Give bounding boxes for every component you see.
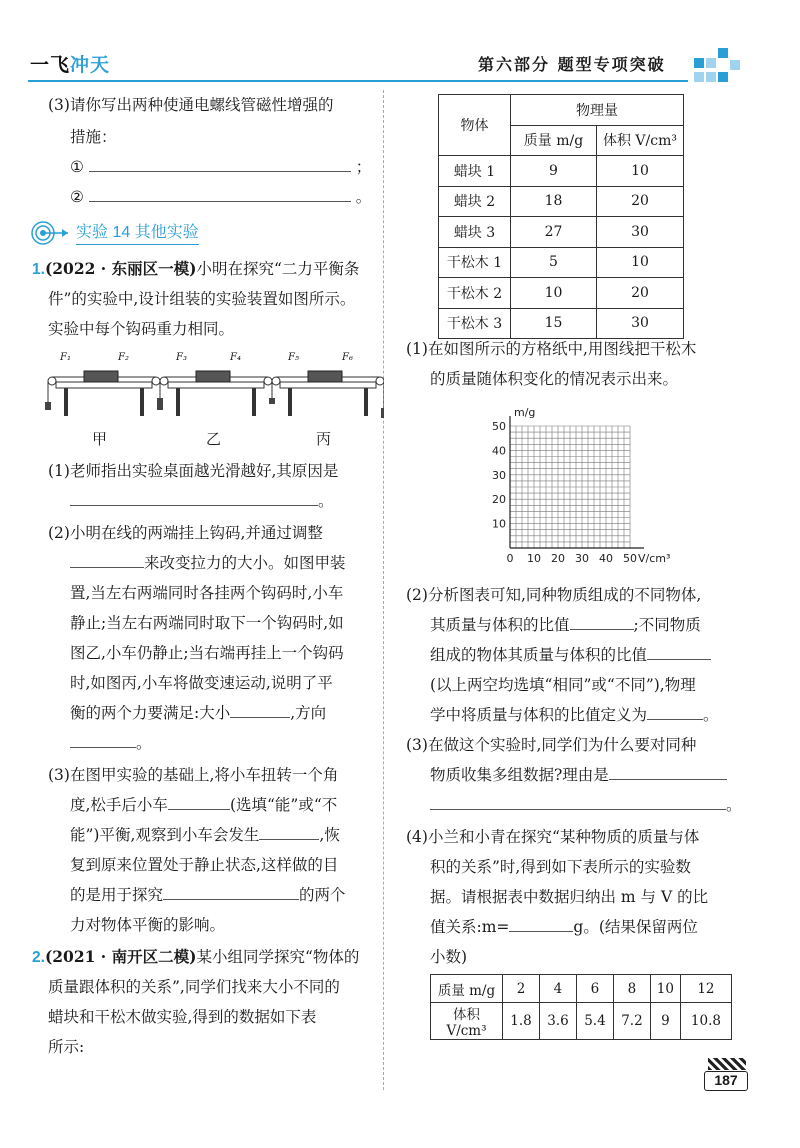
q1-line1 [32, 258, 359, 281]
table-cell: 20 [597, 186, 684, 217]
brand-logo [30, 50, 110, 77]
table-cell: 2 [503, 975, 540, 1003]
q2-4-line4 [430, 916, 698, 938]
q2-number: 2. [32, 949, 45, 966]
y-tick-label: 10 [492, 517, 506, 531]
answer-blank[interactable] [609, 766, 727, 780]
q2-line3: 蜡块和干松木做实验,得到的数据如下表 [48, 1008, 317, 1026]
force-label-f1: F₁ [60, 352, 71, 363]
q1-1-line1: (1)老师指出实验桌面越光滑越好,其原因是 [48, 462, 339, 480]
x-tick-label: 20 [551, 552, 565, 565]
answer-blank[interactable] [647, 646, 711, 660]
q1-3-line1: (3)在图甲实验的基础上,将小车扭转一个角 [48, 766, 339, 784]
y-tick-label: 20 [492, 493, 506, 507]
table-row [439, 156, 684, 187]
q2-2-line4: (以上两空均选填“相同”或“不同”),物理 [430, 676, 696, 694]
x-tick-label: 50 [623, 552, 637, 565]
text: 能”)平衡,观察到小车会发生 [70, 826, 260, 844]
table-cell: 12 [680, 975, 731, 1003]
x-tick-label: 0 [506, 552, 514, 565]
q2-2-line2 [430, 614, 701, 636]
text: 的两个 [299, 886, 346, 904]
header-rule [28, 80, 688, 82]
q1-2-line2 [70, 552, 346, 574]
figure-label-bing: 丙 [316, 430, 332, 448]
brand-text-b: 冲天 [70, 55, 111, 76]
part-title: 第六部分 题型专项突破 [478, 55, 666, 74]
text: 学中将质量与体积的比值定义为 [430, 706, 648, 724]
y-tick-label: 30 [492, 468, 506, 482]
q1-3-line4: 复到原来位置处于静止状态,这样做的目 [70, 856, 339, 874]
force-label-f2: F₂ [118, 352, 129, 363]
text: 来改变拉力的大小。如图甲装 [144, 554, 346, 572]
table-cell: 8 [613, 975, 650, 1003]
table-cell: 5.4 [576, 1003, 613, 1040]
option-mark: ② [70, 188, 84, 206]
table-row [431, 975, 732, 1003]
chart-ticks [492, 420, 637, 565]
y-tick-label: 50 [492, 420, 506, 433]
q2-4-line3: 据。请根据表中数据归纳出 m 与 V 的比 [430, 888, 709, 906]
text: ,恢 [319, 826, 340, 844]
q1-line3: 实验中每个钩码重力相同。 [48, 320, 235, 338]
table-cell: 10 [650, 975, 680, 1003]
answer-blank[interactable] [89, 188, 351, 202]
answer-blank[interactable] [89, 158, 351, 172]
text: (选填“能”或“不 [229, 796, 338, 814]
apparatus-bing [269, 371, 384, 418]
answer-blank[interactable] [647, 706, 703, 720]
answer-blank[interactable] [70, 734, 136, 748]
apparatus-yi [157, 371, 275, 416]
table-row [439, 278, 684, 309]
table-cell: 干松木 2 [439, 278, 511, 309]
table-cell: 1.8 [503, 1003, 540, 1040]
q1-3-line3 [70, 824, 340, 846]
q1-text: 小明在探究“二力平衡条 [196, 260, 360, 278]
header-decoration-squares [694, 48, 754, 88]
text: 衡的两个力要满足:大小 [70, 704, 231, 722]
q1-2-line1: (2)小明在线的两端挂上钩码,并通过调整 [48, 524, 323, 542]
table-cell: 4 [539, 975, 576, 1003]
answer-blank[interactable] [430, 796, 726, 810]
q1-1-line2 [70, 490, 334, 512]
q1-2-line7 [70, 702, 326, 724]
text: 度,松手后小车 [70, 796, 168, 814]
apparatus-figure [44, 352, 384, 436]
q2-line1 [32, 946, 359, 969]
target-icon [30, 220, 70, 250]
q2-3-line1: (3)在做这个实验时,同学们为什么要对同种 [406, 736, 697, 754]
x-tick-label: 40 [599, 552, 613, 565]
brand-text-a: 一飞 [30, 55, 71, 76]
column-divider [383, 90, 384, 1090]
force-label-f5: F₅ [288, 352, 299, 363]
q1-source: (2022 · 东丽区一模) [44, 259, 197, 278]
text: 物质收集多组数据?理由是 [430, 766, 609, 784]
table-row [439, 247, 684, 278]
y-tick-label: 40 [492, 444, 506, 458]
table-cell: 蜡块 1 [439, 156, 511, 187]
force-label-f4: F₄ [230, 352, 241, 363]
prev-q3-option-2 [70, 186, 371, 208]
table-row [439, 308, 684, 339]
table-header: 质量 m/g [511, 125, 597, 156]
q2-3-line3 [430, 794, 742, 816]
table-row [431, 1003, 732, 1040]
row-header: 质量 m/g [431, 975, 503, 1003]
punctuation: 。 [136, 734, 152, 752]
table-cell: 30 [597, 217, 684, 248]
q2-4-line1: (4)小兰和小青在探究“某种物质的质量与体 [406, 828, 700, 846]
x-axis-label: V/cm³ [638, 552, 671, 565]
q2-4-line2: 积的关系”时,得到如下表所示的实验数 [430, 858, 691, 876]
table-header: 物理量 [511, 95, 684, 126]
q2-2-line5 [430, 704, 719, 726]
table-cell: 干松木 1 [439, 247, 511, 278]
table-cell: 20 [597, 278, 684, 309]
text: 值关系:m= [430, 918, 510, 936]
table-cell: 5 [511, 247, 597, 278]
table-cell: 10.8 [680, 1003, 731, 1040]
q1-3-line5 [70, 884, 346, 906]
table-header: 体积 V/cm³ [597, 125, 684, 156]
answer-blank[interactable] [70, 554, 144, 568]
table-row [439, 186, 684, 217]
text: 其质量与体积的比值 [430, 616, 570, 634]
answer-blank[interactable] [230, 704, 290, 718]
q2-source: (2021 · 南开区二模) [44, 947, 197, 966]
table-cell: 10 [511, 278, 597, 309]
q2-3-line2 [430, 764, 727, 786]
table-header-row [439, 95, 684, 126]
table-cell: 3.6 [539, 1003, 576, 1040]
table-cell: 15 [511, 308, 597, 339]
table-cell: 9 [650, 1003, 680, 1040]
section-title: 实验 14 其他实验 [76, 222, 199, 245]
density-table [438, 94, 684, 339]
table-cell: 6 [576, 975, 613, 1003]
q1-2-line6: 时,如图丙,小车将做变速运动,说明了平 [70, 674, 333, 692]
q2-2-line1: (2)分析图表可知,同种物质组成的不同物体, [406, 586, 702, 604]
answer-blank[interactable] [570, 616, 634, 630]
grid-chart [480, 400, 680, 570]
prev-q3-option-1 [70, 156, 371, 178]
q1-line2: 件”的实验中,设计组装的实验装置如图所示。 [48, 290, 356, 308]
table-cell: 10 [597, 156, 684, 187]
text: 的是用于探究 [70, 886, 164, 904]
q1-2-line8 [70, 732, 152, 754]
q1-number: 1. [32, 261, 45, 278]
page-number-decoration [708, 1058, 746, 1070]
table-header: 物体 [439, 95, 511, 156]
table-cell: 10 [597, 247, 684, 278]
text: g。(结果保留两位 [573, 918, 698, 936]
q1-2-line3: 置,当左右两端同时各挂两个钩码时,小车 [70, 584, 344, 602]
grid-lines [510, 426, 630, 548]
figure-label-yi: 乙 [206, 430, 222, 448]
answer-blank[interactable] [509, 918, 573, 932]
answer-blank[interactable] [259, 826, 319, 840]
q2-line4: 所示: [48, 1038, 85, 1056]
q2-4-line5: 小数) [430, 948, 468, 966]
option-mark: ① [70, 158, 84, 176]
q2-text: 某小组同学探究“物体的 [196, 948, 360, 966]
y-axis-label: m/g [514, 406, 536, 419]
page-number: 187 [704, 1071, 748, 1091]
q2-1-line2: 的质量随体积变化的情况表示出来。 [430, 370, 679, 388]
table-cell: 18 [511, 186, 597, 217]
q1-3-line6: 力对物体平衡的影响。 [70, 916, 226, 934]
punctuation: ； [355, 158, 372, 176]
punctuation: 。 [355, 188, 372, 206]
text: ;不同物质 [633, 616, 701, 634]
q1-2-line4: 静止;当左右两端同时取下一个钩码时,如 [70, 614, 344, 632]
table-cell: 9 [511, 156, 597, 187]
figure-label-jia: 甲 [92, 430, 108, 448]
prev-q3-line2: 措施： [70, 128, 117, 146]
q1-2-line5: 图乙,小车仍静止;当右端再挂上一个钩码 [70, 644, 344, 662]
q1-3-line2 [70, 794, 337, 816]
force-label-f6: F₆ [342, 352, 353, 363]
punctuation: 。 [318, 492, 334, 510]
q2-1-line1: (1)在如图所示的方格纸中,用图线把干松木 [406, 340, 697, 358]
answer-blank[interactable] [163, 886, 299, 900]
q2-line2: 质量跟体积的关系”,同学们找来大小不同的 [48, 978, 340, 996]
x-tick-label: 30 [575, 552, 589, 565]
row-header: 体积 V/cm³ [431, 1003, 503, 1040]
q2-2-line3 [430, 644, 711, 666]
table-row [439, 217, 684, 248]
table-cell: 干松木 3 [439, 308, 511, 339]
punctuation: 。 [726, 796, 742, 814]
table-cell: 30 [597, 308, 684, 339]
table-cell: 蜡块 2 [439, 186, 511, 217]
answer-blank[interactable] [70, 492, 318, 506]
answer-blank[interactable] [168, 796, 230, 810]
text: ,方向 [290, 704, 327, 722]
table-cell: 7.2 [613, 1003, 650, 1040]
table-cell: 27 [511, 217, 597, 248]
table-cell: 蜡块 3 [439, 217, 511, 248]
apparatus-drawings [44, 352, 384, 432]
prev-q3-line1: (3)请你写出两种使通电螺线管磁性增强的 [48, 96, 334, 114]
mass-volume-table [430, 974, 732, 1040]
punctuation: 。 [703, 706, 719, 724]
text: 组成的物体其质量与体积的比值 [430, 646, 648, 664]
apparatus-jia [45, 371, 163, 416]
x-tick-label: 10 [527, 552, 541, 565]
force-label-f3: F₃ [176, 352, 187, 363]
